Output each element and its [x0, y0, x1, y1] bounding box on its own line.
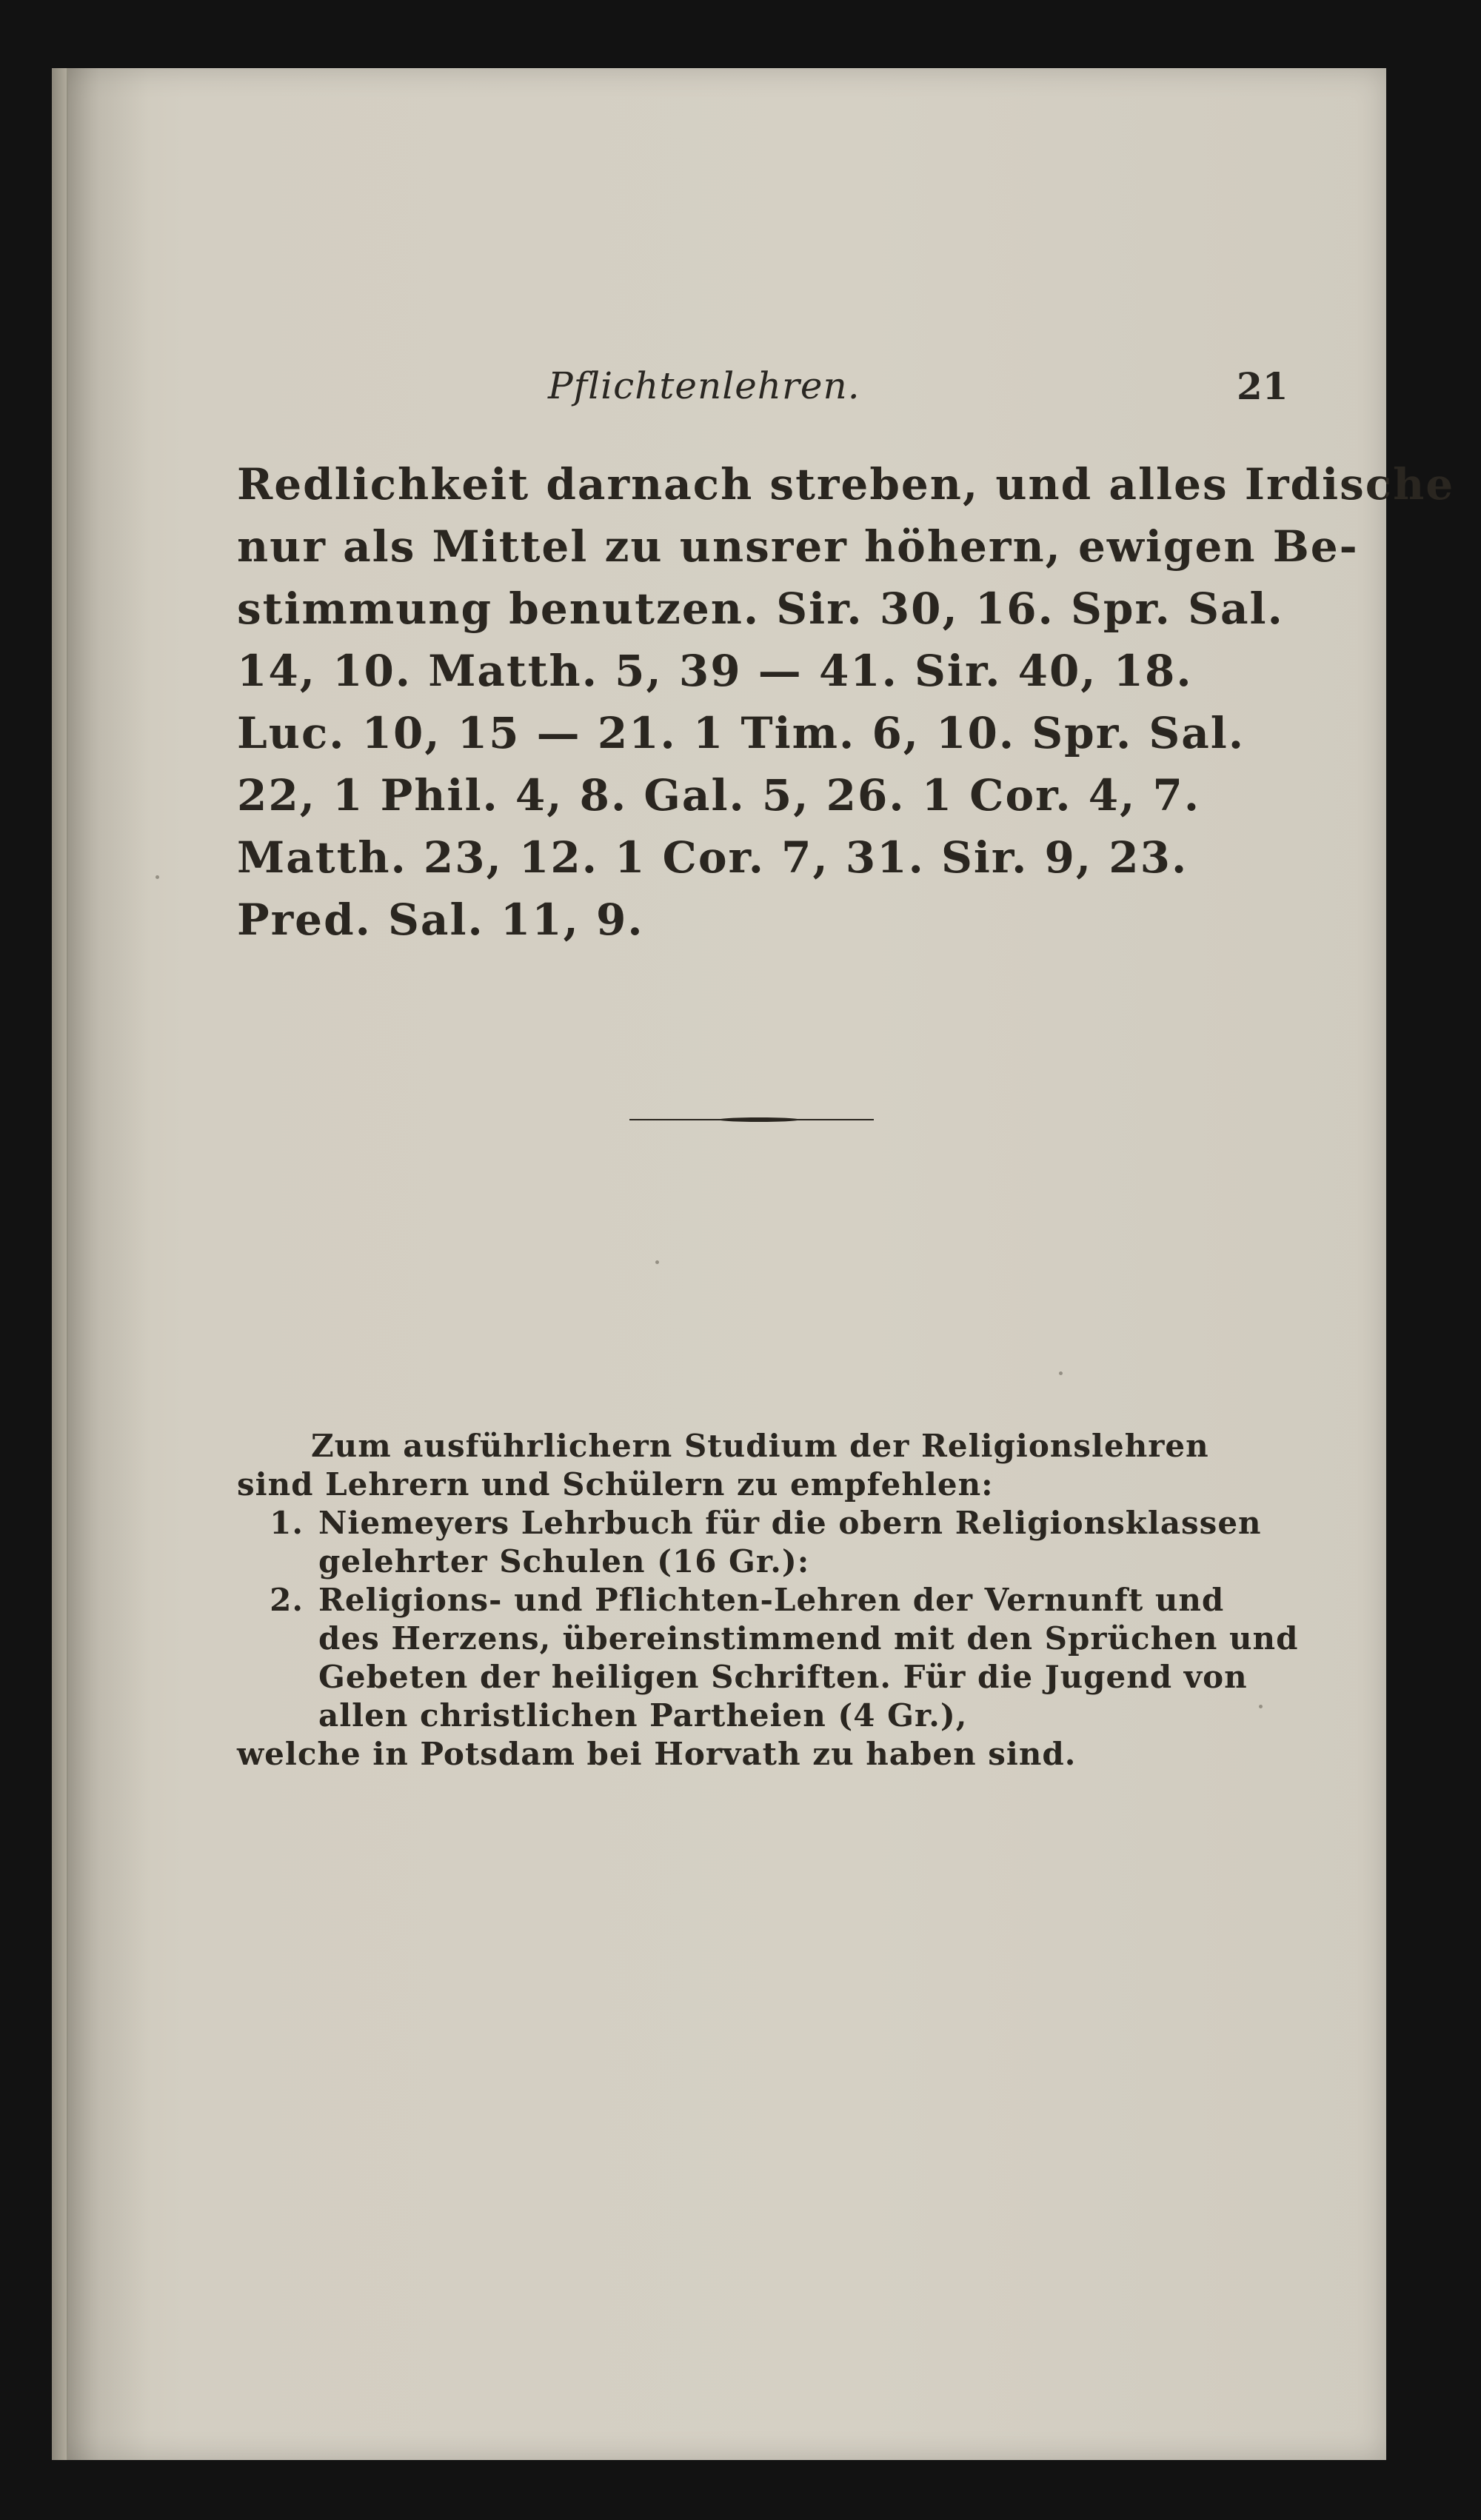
notice-item-1 [237, 1504, 1303, 1543]
notice-item-2-continued: des Herzens, übereinstimmend mit den Sprüchen und [318, 1620, 1299, 1657]
text-line: Redlichkeit darnach streben, und alles Irdische [237, 459, 1455, 509]
text-line: Matth. 23, 12. 1 Cor. 7, 31. Sir. 9, 23. [237, 832, 1189, 883]
ornamental-divider [629, 1117, 874, 1122]
divider-swell [718, 1117, 800, 1122]
page-number: 21 [1237, 364, 1288, 408]
notice-item-2-continued: allen christlichen Partheien (4 Gr.), [318, 1697, 968, 1734]
text-line: nur als Mittel zu unsrer höhern, ewigen Be- [237, 521, 1359, 572]
main-text-block [237, 453, 1455, 951]
item-number: 2. [270, 1582, 304, 1618]
text-line: 14, 10. Matth. 5, 39 — 41. Sir. 40, 18. [237, 646, 1193, 696]
notice-item-1-continued: gelehrter Schulen (16 Gr.): [318, 1543, 810, 1580]
book-notice [237, 1427, 1303, 1774]
running-head: Pflichtenlehren. [548, 364, 860, 407]
paper-speck [1059, 1371, 1063, 1375]
notice-closing-line: welche in Potsdam bei Horvath zu haben sind. [237, 1736, 1077, 1772]
book-page [52, 68, 1455, 2460]
text-line: stimmung benutzen. Sir. 30, 16. Spr. Sal. [237, 584, 1284, 634]
notice-item-2 [237, 1581, 1303, 1620]
notice-intro-line: sind Lehrern und Schülern zu empfehlen: [237, 1466, 994, 1503]
page-edge [52, 68, 68, 2460]
paper-speck [655, 1260, 659, 1264]
item-number: 1. [270, 1505, 304, 1541]
text-line: Luc. 10, 15 — 21. 1 Tim. 6, 10. Spr. Sal. [237, 708, 1246, 758]
notice-item-2-continued: Gebeten der heiligen Schriften. Für die Jugend von [318, 1659, 1248, 1695]
paper-speck [1259, 1705, 1263, 1708]
item-text: Religions- und Pflichten-Lehren der Vernunft und [318, 1582, 1225, 1618]
page-gutter-shadow [67, 68, 148, 2460]
notice-intro-line: Zum ausführlichern Studium der Religionslehren [311, 1428, 1209, 1464]
item-text: Niemeyers Lehrbuch für die obern Religionsklassen [318, 1505, 1262, 1541]
text-line: Pred. Sal. 11, 9. [237, 895, 644, 945]
paper-speck [156, 875, 159, 879]
text-line: 22, 1 Phil. 4, 8. Gal. 5, 26. 1 Cor. 4, 7. [237, 770, 1201, 820]
